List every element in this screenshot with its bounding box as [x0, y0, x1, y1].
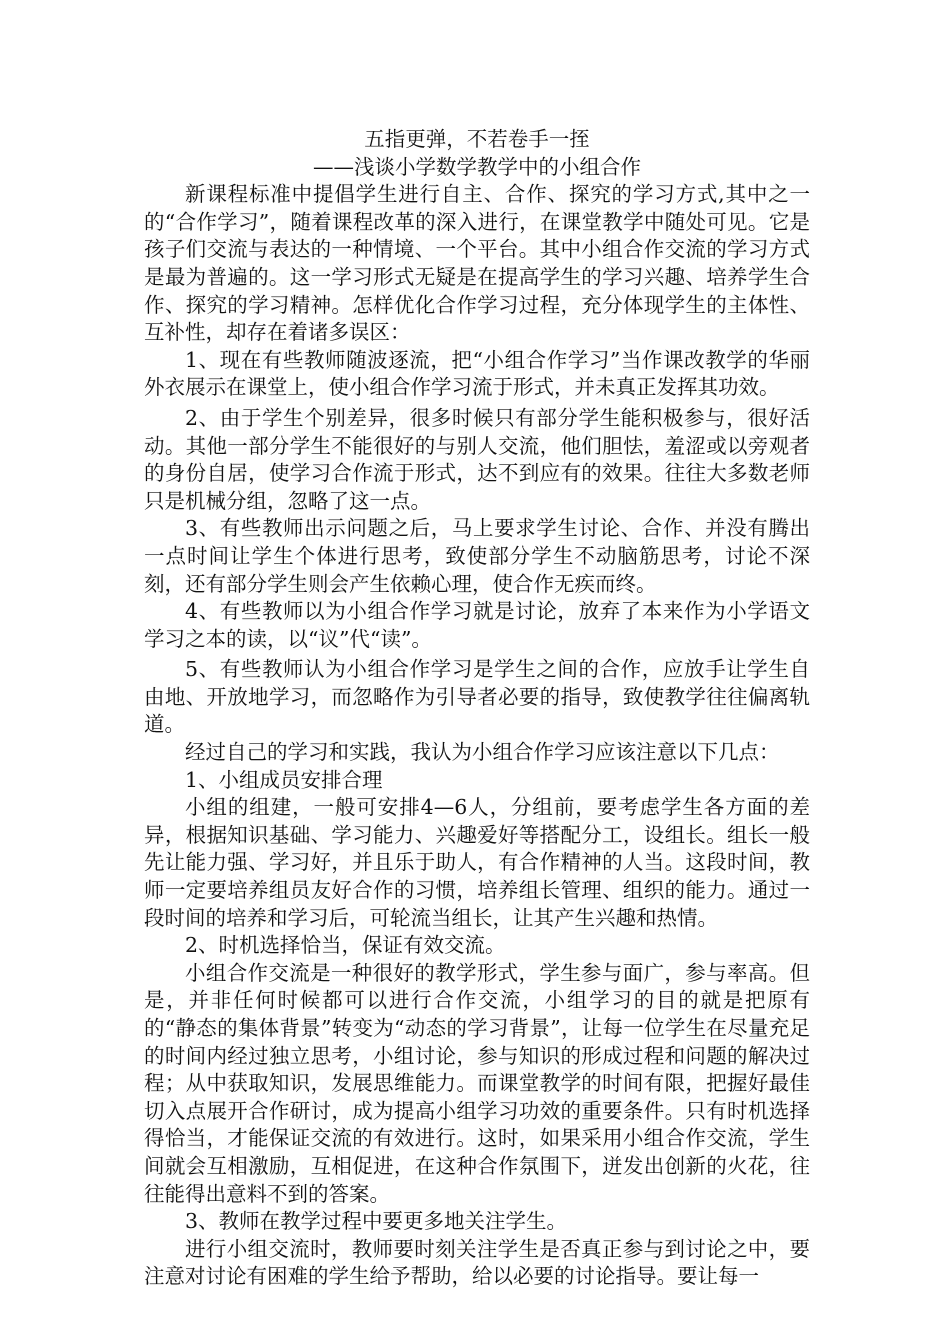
paragraph-issue-4: 4、有些教师以为小组合作学习就是讨论，放弃了本来作为小学语文学习之本的读，以“议”代“读”。 — [144, 599, 810, 651]
paragraph-issue-5: 5、有些教师认为小组合作学习是学生之间的合作，应放手让学生自由地、开放地学习，而忽略作为引导者必要的指导，致使教学往往偏离轨道。 — [144, 657, 810, 737]
document-title: 五指更弹，不若卷手一挃 — [364, 127, 590, 151]
paragraph-point-1: 小组的组建，一般可安排4—6人，分组前，要考虑学生各方面的差异，根据知识基础、学习能力、兴趣爱好等搭配分工，设组长。组长一般先让能力强、学习好，并且乐于助人，有合作精神的人当。这段时间，教师一定要培养组员友好合作的习惯，培养组长管理、组织的能力。通过一段时间的培养和学习后，可轮流当组长，让其产生兴趣和热情。 — [144, 795, 810, 930]
heading-point-3: 3、教师在教学过程中要更多地关注学生。 — [185, 1209, 568, 1234]
paragraph-intro: 新课程标准中提倡学生进行自主、合作、探究的学习方式,其中之一的“合作学习”，随着课程改革的深入进行，在课堂教学中随处可见。它是孩子们交流与表达的一种情境、一个平台。其中小组合作交流的学习方式是最为普遍的。这一学习形式无疑是在提高学生的学习兴趣、培养学生合作、探究的学习精神。怎样优化合作学习过程，充分体现学生的主体性、互补性，却存在着诸多误区： — [144, 182, 810, 345]
paragraph-issue-3: 3、有些教师出示问题之后，马上要求学生讨论、合作、并没有腾出一点时间让学生个体进行思考，致使部分学生不动脑筋思考，讨论不深刻，还有部分学生则会产生依赖心理，使合作无疾而终。 — [144, 516, 810, 596]
paragraph-issue-2: 2、由于学生个别差异，很多时候只有部分学生能积极参与，很好活动。其他一部分学生不能很好的与别人交流，他们胆怯，羞涩或以旁观者的身份自居，使学习合作流于形式，达不到应有的效果。往往大多数老师只是机械分组，忽略了这一点。 — [144, 405, 810, 513]
document-subtitle: ——浅谈小学数学教学中的小组合作 — [313, 154, 641, 179]
paragraph-point-2: 小组合作交流是一种很好的教学形式，学生参与面广，参与率高。但是，并非任何时候都可以进行合作交流，小组学习的目的就是把原有的“静态的集体背景”转变为“动态的学习背景”，让每一位学生在尽量充足的时间内经过独立思考，小组讨论，参与知识的形成过程和问题的解决过程；从中获取知识，发展思维能力。而课堂教学的时间有限，把握好最佳切入点展开合作研讨，成为提高小组学习功效的重要条件。只有时机选择得恰当，才能保证交流的有效进行。这时，如果采用小组合作交流，学生间就会互相激励，互相促进，在这种合作氛围下，迸发出创新的火花，往往能得出意料不到的答案。 — [144, 960, 810, 1206]
paragraph-point-3: 进行小组交流时，教师要时刻关注学生是否真正参与到讨论之中，要注意对讨论有困难的学生给予帮助，给以必要的讨论指导。要让每一 — [144, 1236, 810, 1289]
heading-point-1: 1、小组成员安排合理 — [185, 767, 383, 792]
paragraph-issue-1: 1、现在有些教师随波逐流，把“小组合作学习”当作课改教学的华丽外衣展示在课堂上，使小组合作学习流于形式，并未真正发挥其功效。 — [144, 347, 810, 400]
paragraph-transition: 经过自己的学习和实践，我认为小组合作学习应该注意以下几点： — [185, 740, 780, 765]
heading-point-2: 2、时机选择恰当，保证有效交流。 — [185, 933, 506, 958]
